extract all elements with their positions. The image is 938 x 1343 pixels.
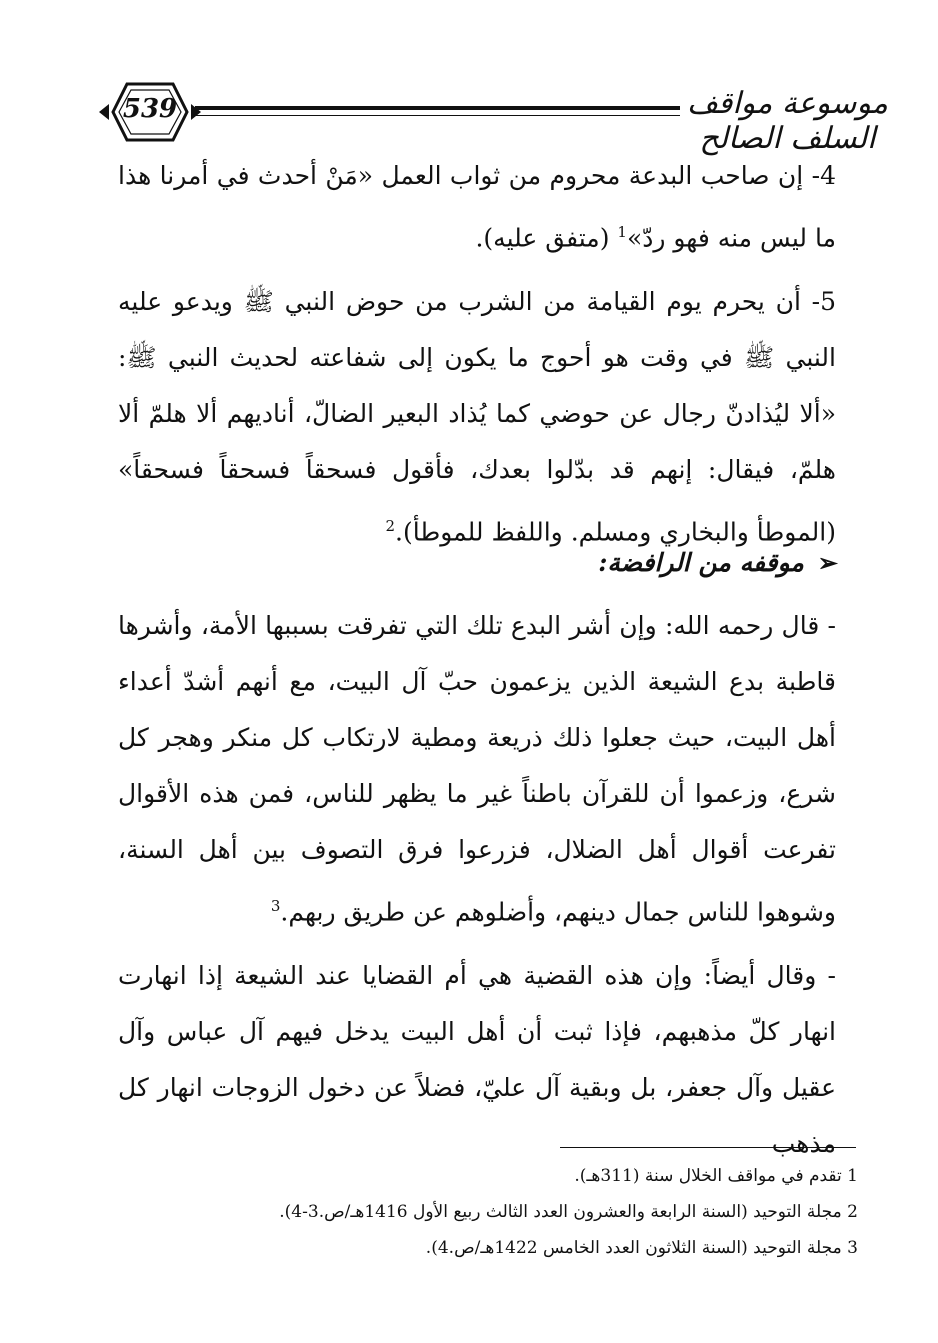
paragraph-5-text: 5- أن يحرم يوم القيامة من الشرب من حوض النبي ﷺ ويدعو عليه النبي ﷺ في وقت هو أحوج ما يكون إلى شفاعته لحديث النبي ﷺ: «ألا ليُذادنّ رجال عن حوضي كما يُذاد البعير الضالّ، أناديهم ألا هلمّ ألا هلمّ، فيقال: إنهم قد بدّلوا بعدك، فأقول فسحقاً فسحقاً فسحقاً» (الموطأ والبخاري ومسلم. واللفظ للموطأ). bbox=[118, 287, 836, 547]
page-header bbox=[95, 72, 895, 156]
footnote-number: 3 bbox=[847, 1238, 858, 1258]
section-heading bbox=[598, 548, 838, 577]
body-text-top bbox=[118, 148, 836, 569]
footnote-separator bbox=[560, 1147, 856, 1148]
paragraph-4-text: 4- إن صاحب البدعة محروم من ثواب العمل «مَنْ أحدث في أمرنا هذا ما ليس منه فهو ردّ» bbox=[118, 161, 836, 253]
body-text-bottom bbox=[118, 598, 836, 1180]
paragraph-4-source: (متفق عليه). bbox=[475, 223, 618, 253]
footnote-3 bbox=[118, 1230, 858, 1266]
paragraph-rafida-2-text: - وقال أيضاً: وإن هذه القضية هي أم القضايا عند الشيعة إذا انهارت انهار كلّ مذهبهم، فإذا ثبت أن أهل البيت يدخل فيهم آل عباس وآل عقيل وآل جعفر، بل وبقية آل عليّ، فضلاً عن دخول الزوجات انهار كل مذهب bbox=[118, 961, 836, 1159]
footnote-1 bbox=[118, 1158, 858, 1194]
page-number: 539 bbox=[122, 94, 178, 124]
arrow-icon: ➢ bbox=[817, 548, 838, 577]
footnotes bbox=[118, 1158, 858, 1266]
paragraph-rafida-2 bbox=[118, 948, 836, 1172]
footnote-ref-1[interactable]: 1 bbox=[617, 223, 627, 241]
section-heading-text: موقفه من الرافضة: bbox=[598, 548, 804, 577]
footnote-ref-2[interactable]: 2 bbox=[385, 517, 396, 536]
paragraph-rafida-1 bbox=[118, 598, 836, 940]
paragraph-4 bbox=[118, 148, 836, 266]
footnote-text: مجلة التوحيد (السنة الثلاثون العدد الخامس 1422هـ/ص.4). bbox=[425, 1238, 842, 1258]
page-number-badge bbox=[95, 74, 205, 150]
footnote-number: 1 bbox=[847, 1166, 858, 1186]
paragraph-5 bbox=[118, 274, 836, 560]
footnote-text: تقدم في مواقف الخلال سنة (311هـ). bbox=[574, 1166, 842, 1186]
footnote-number: 2 bbox=[847, 1202, 858, 1222]
header-rule bbox=[195, 106, 680, 116]
footnote-2 bbox=[118, 1194, 858, 1230]
footnote-text: مجلة التوحيد (السنة الرابعة والعشرون العدد الثالث ربيع الأول 1416هـ/ص.3-4). bbox=[279, 1202, 842, 1222]
paragraph-rafida-1-text: - قال رحمه الله: وإن أشر البدع تلك التي تفرقت بسببها الأمة، وأشرها قاطبة بدع الشيعة الذين يزعمون حبّ آل البيت، مع أنهم أشدّ أعداء أهل البيت، حيث جعلوا ذلك ذريعة ومطية لارتكاب كل منكر وهجر كل شرع، وزعموا أن للقرآن باطناً غير ما يظهر للناس، فمن هذه الأقوال تفرعت أقوال أهل الضلال، فزرعوا فرق التصوف بين أهل السنة، وشوهوا للناس جمال دينهم، وأضلوهم عن طريق ربهم. bbox=[118, 611, 836, 927]
footnote-ref-3[interactable]: 3 bbox=[270, 897, 281, 915]
book-title: موسوعة مواقف السلف الصالح bbox=[686, 86, 889, 156]
